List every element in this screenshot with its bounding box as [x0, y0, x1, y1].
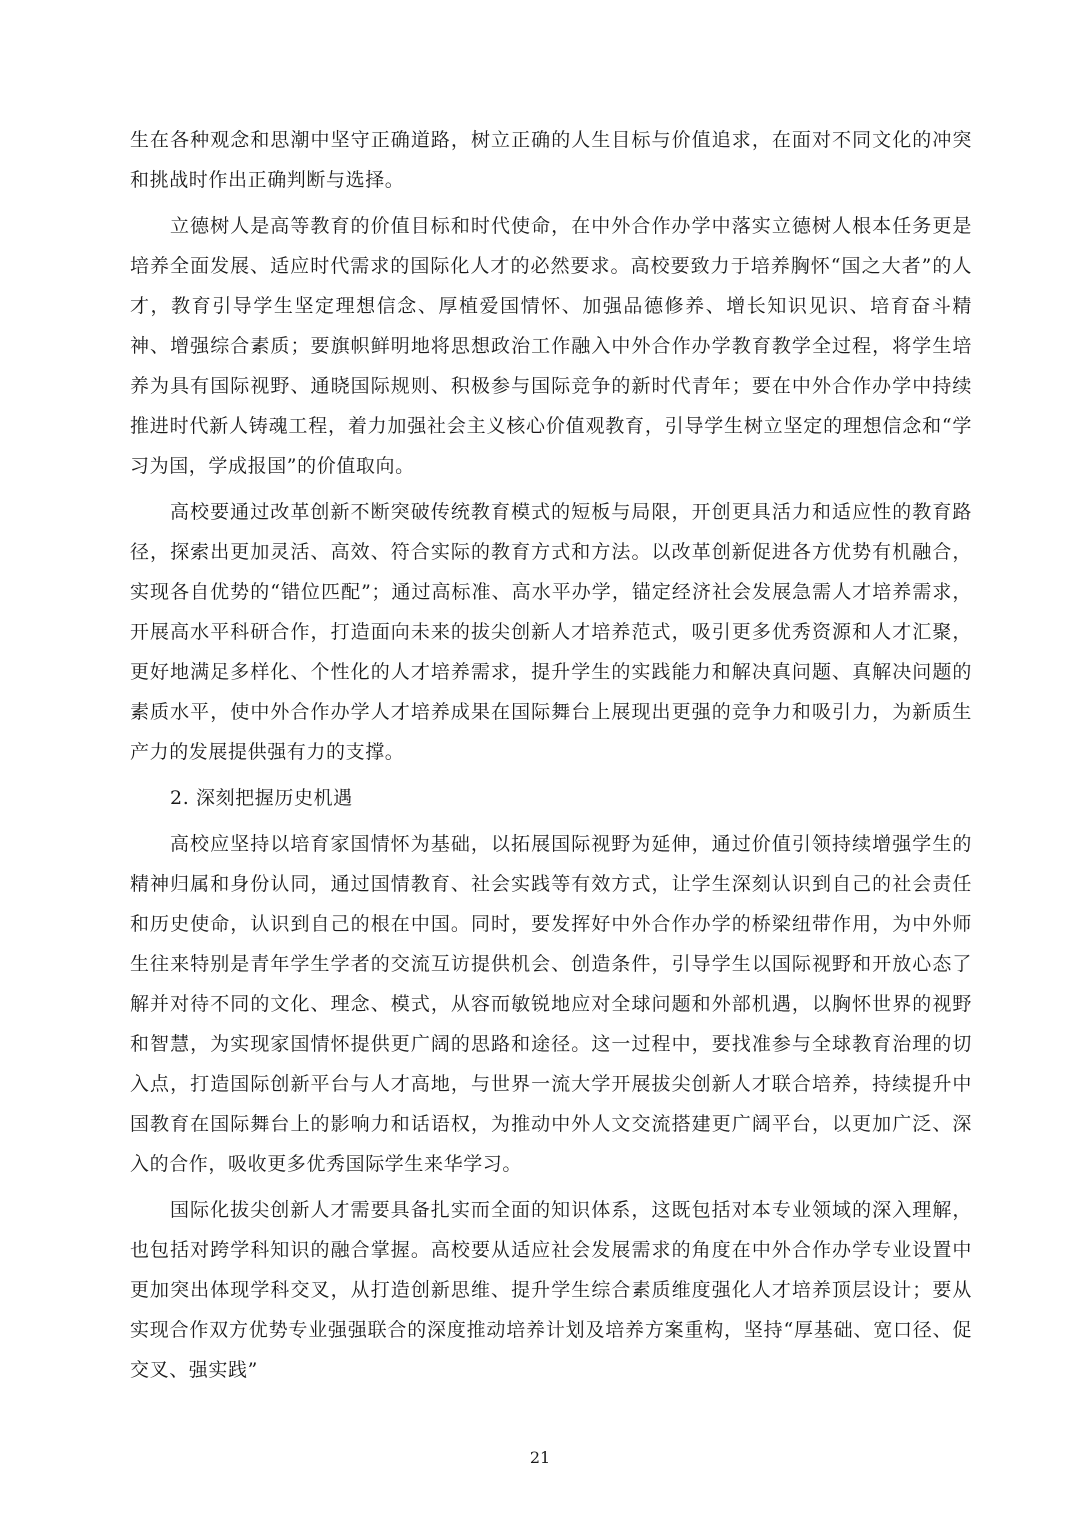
paragraph-knowledge-system: 国际化拔尖创新人才需要具备扎实而全面的知识体系，这既包括对本专业领域的深入理解，也包括对跨学科知识的融合掌握。高校要从适应社会发展需求的角度在中外合作办学专业设置中更加突出体现学科交叉，从打造创新思维、提升学生综合素质维度强化人才培养顶层设计；要从实现合作双方优势专业强强联合的深度推动培养计划及培养方案重构，坚持“厚基础、宽口径、促交叉、强实践”	[130, 1199, 972, 1381]
page-number: 21	[529, 1448, 551, 1467]
document-body	[130, 120, 972, 1396]
paragraph-reform-innovation: 高校要通过改革创新不断突破传统教育模式的短板与局限，开创更具活力和适应性的教育路径，探索出更加灵活、高效、符合实际的教育方式和方法。以改革创新促进各方优势有机融合，实现各自优势的“错位匹配”；通过高标准、高水平办学，锚定经济社会发展急需人才培养需求，开展高水平科研合作，打造面向未来的拔尖创新人才培养范式，吸引更多优秀资源和人才汇聚，更好地满足多样化、个性化的人才培养需求，提升学生的实践能力和解决真问题、真解决问题的素质水平，使中外合作办学人才培养成果在国际舞台上展现出更强的竞争力和吸引力，为新质生产力的发展提供强有力的支撑。	[130, 501, 972, 763]
section-heading: 2. 深刻把握历史机遇	[170, 787, 353, 809]
paragraph-continued: 生在各种观念和思潮中坚守正确道路，树立正确的人生目标与价值追求，在面对不同文化的冲突和挑战时作出正确判断与选择。	[130, 129, 972, 191]
paragraph-lide-shuren: 立德树人是高等教育的价值目标和时代使命，在中外合作办学中落实立德树人根本任务更是培养全面发展、适应时代需求的国际化人才的必然要求。高校要致力于培养胸怀“国之大者”的人才，教育引导学生坚定理想信念、厚植爱国情怀、加强品德修养、增长知识见识、培育奋斗精神、增强综合素质；要旗帜鲜明地将思想政治工作融入中外合作办学教育教学全过程，将学生培养为具有国际视野、通晓国际规则、积极参与国际竞争的新时代青年；要在中外合作办学中持续推进时代新人铸魂工程，着力加强社会主义核心价值观教育，引导学生树立坚定的理想信念和“学习为国，学成报国”的价值取向。	[130, 215, 972, 477]
paragraph-historical-opportunity: 高校应坚持以培育家国情怀为基础，以拓展国际视野为延伸，通过价值引领持续增强学生的精神归属和身份认同，通过国情教育、社会实践等有效方式，让学生深刻认识到自己的社会责任和历史使命，认识到自己的根在中国。同时，要发挥好中外合作办学的桥梁纽带作用，为中外师生往来特别是青年学生学者的交流互访提供机会、创造条件，引导学生以国际视野和开放心态了解并对待不同的文化、理念、模式，从容而敏锐地应对全球问题和外部机遇，以胸怀世界的视野和智慧，为实现家国情怀提供更广阔的思路和途径。这一过程中，要找准参与全球教育治理的切入点，打造国际创新平台与人才高地，与世界一流大学开展拔尖创新人才联合培养，持续提升中国教育在国际舞台上的影响力和话语权，为推动中外人文交流搭建更广阔平台，以更加广泛、深入的合作，吸收更多优秀国际学生来华学习。	[130, 833, 972, 1175]
